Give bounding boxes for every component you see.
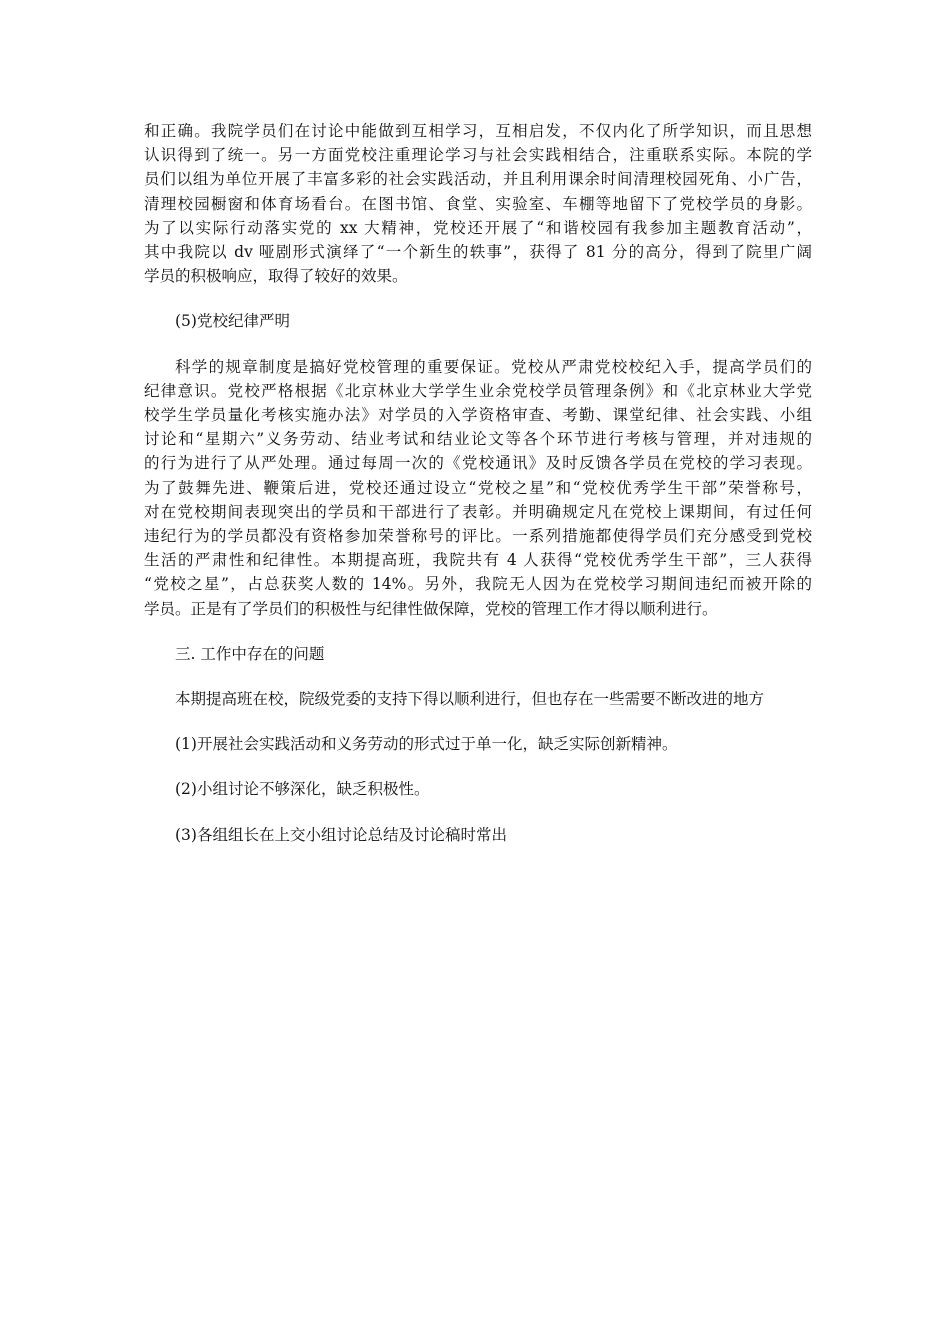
text-line: 学员。正是有了学员们的积极性与纪律性做保障，党校的管理工作才得以顺利进行。 — [144, 599, 718, 618]
document-page — [144, 119, 812, 847]
text-line: 生活的严肃性和纪律性。本期提高班，我院共有 4 人获得“党校优秀学生干部”，三人获得 — [144, 551, 812, 570]
text-line: 为了以实际行动落实党的 xx 大精神，党校还开展了“和谐校园有我参加主题教育活动”， — [144, 218, 812, 237]
paragraph-discussion-practice — [144, 119, 812, 288]
text-line: 对在党校期间表现突出的学员和干部进行了表彰。并明确规定凡在党校上课期间，有过任何 — [144, 502, 812, 521]
text-line: 科学的规章制度是搞好党校管理的重要保证。党校从严肃党校校纪入手，提高学员们的 — [175, 357, 812, 376]
text-line: “党校之星”，占总获奖人数的 14%。另外，我院无人因为在党校学习期间违纪而被开除的 — [144, 575, 812, 594]
text-line: 和正确。我院学员们在讨论中能做到互相学习，互相启发，不仅内化了所学知识，而且思想 — [144, 122, 812, 140]
paragraph-discipline — [144, 355, 812, 621]
text-line: 为了鼓舞先进、鞭策后进，党校还通过设立“党校之星”和“党校优秀学生干部”荣誉称号， — [144, 478, 812, 497]
problem-item-1: (1)开展社会实践活动和义务劳动的形式过于单一化，缺乏实际创新精神。 — [175, 735, 678, 754]
section-heading-problems: 三. 工作中存在的问题 — [175, 644, 325, 663]
text-line: 校学生学员量化考核实施办法》对学员的入学资格审查、考勤、课堂纪律、社会实践、小组 — [144, 406, 812, 425]
problems-intro: 本期提高班在校，院级党委的支持下得以顺利进行，但也存在一些需要不断改进的地方 — [175, 690, 765, 709]
text-line: 清理校园橱窗和体育场看台。在图书馆、食堂、实验室、车棚等地留下了党校学员的身影。 — [144, 194, 812, 213]
problem-item-2: (2)小组讨论不够深化，缺乏积极性。 — [175, 780, 430, 799]
text-line: 其中我院以 dv 哑剧形式演绎了“一个新生的轶事”，获得了 81 分的高分，得到了院里广阔 — [144, 243, 812, 262]
text-line: 学员的积极响应，取得了较好的效果。 — [144, 267, 408, 286]
text-line: 讨论和“星期六”义务劳动、结业考试和结业论文等各个环节进行考核与管理，并对违规的 — [144, 430, 812, 449]
text-line: 纪律意识。党校严格根据《北京林业大学学生业余党校学员管理条例》和《北京林业大学党 — [144, 381, 812, 400]
problem-item-3: (3)各组组长在上交小组讨论总结及讨论稿时常出 — [175, 825, 507, 844]
text-line: 认识得到了统一。另一方面党校注重理论学习与社会实践相结合，注重联系实际。本院的学 — [144, 146, 812, 165]
text-line: 员们以组为单位开展了丰富多彩的社会实践活动，并且利用课余时间清理校园死角、小广告， — [144, 170, 812, 189]
text-line: 违纪行为的学员都没有资格参加荣誉称号的评比。一系列措施都使得学员们充分感受到党校 — [144, 527, 812, 546]
section-heading-discipline: (5)党校纪律严明 — [175, 312, 290, 331]
text-line: 的行为进行了从严处理。通过每周一次的《党校通讯》及时反馈各学员在党校的学习表现。 — [144, 454, 812, 473]
